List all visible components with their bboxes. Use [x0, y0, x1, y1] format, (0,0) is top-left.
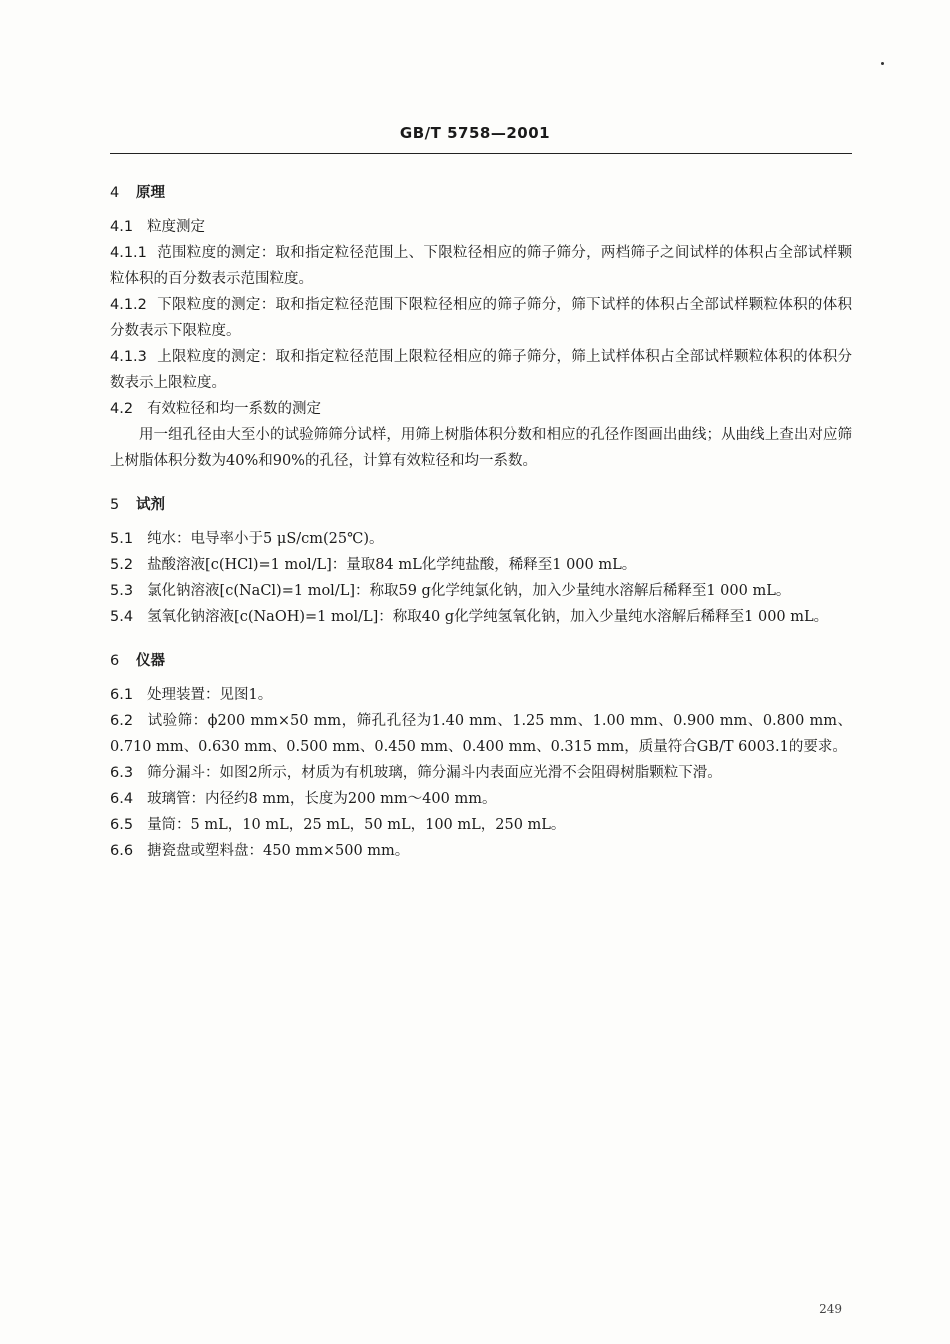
clause-4-1: 4.1 粒度测定 — [110, 219, 206, 235]
section-4-heading: 4 原理 — [110, 185, 165, 201]
page-header: GB/T 5758—2001 — [399, 124, 551, 142]
clause-6-6: 6.6 搪瓷盘或塑料盘：450 mm×500 mm。 — [110, 843, 410, 859]
clause-5-1: 5.1 纯水：电导率小于5 μS/cm(25℃)。 — [110, 531, 384, 547]
clause-6-2: 6.2 试验筛：ϕ200 mm×50 mm，筛孔孔径为1.40 mm、1.25 mm、1.00 mm、0.900 mm、0.800 mm、0.710 mm、0.630 mm、0.500 mm、0.450 mm、0.400 mm、0.315 mm，质量符合GB/T 6003.1的要求。 — [110, 713, 852, 755]
clause-4-2-paragraph: 用一组孔径由大至小的试验筛筛分试样，用筛上树脂体积分数和相应的孔径作图画出曲线；从曲线上查出对应筛上树脂体积分数为40%和90%的孔径，计算有效粒径和均一系数。 — [110, 427, 852, 469]
clause-6-1: 6.1 处理装置：见图1。 — [110, 687, 273, 703]
clause-5-2: 5.2 盐酸溶液[c(HCl)=1 mol/L]：量取84 mL化学纯盐酸，稀释至1 000 mL。 — [110, 557, 637, 573]
page-number: 249 — [819, 1302, 842, 1316]
document-body — [110, 180, 852, 864]
clause-6-5: 6.5 量筒：5 mL，10 mL，25 mL，50 mL，100 mL，250 mL。 — [110, 817, 566, 833]
clause-4-1-3: 4.1.3 上限粒度的测定：取和指定粒径范围上限粒径相应的筛子筛分，筛上试样体积占全部试样颗粒体积的体积分数表示上限粒度。 — [110, 349, 852, 391]
clause-6-4: 6.4 玻璃管：内径约8 mm，长度为200 mm～400 mm。 — [110, 791, 497, 807]
clause-6-3: 6.3 筛分漏斗：如图2所示，材质为有机玻璃，筛分漏斗内表面应光滑不会阻碍树脂颗粒下滑。 — [110, 765, 722, 781]
clause-5-4: 5.4 氢氧化钠溶液[c(NaOH)=1 mol/L]：称取40 g化学纯氢氧化钠，加入少量纯水溶解后稀释至1 000 mL。 — [110, 609, 829, 625]
section-6-heading: 6 仪器 — [110, 653, 165, 669]
scan-speck — [881, 62, 884, 65]
clause-5-3: 5.3 氯化钠溶液[c(NaCl)=1 mol/L]：称取59 g化学纯氯化钠，加入少量纯水溶解后稀释至1 000 mL。 — [110, 583, 791, 599]
clause-4-2: 4.2 有效粒径和均一系数的测定 — [110, 401, 322, 417]
section-5-heading: 5 试剂 — [110, 497, 165, 513]
header-rule — [110, 153, 852, 154]
clause-4-1-1: 4.1.1 范围粒度的测定：取和指定粒径范围上、下限粒径相应的筛子筛分，两档筛子之间试样的体积占全部试样颗粒体积的百分数表示范围粒度。 — [110, 245, 852, 287]
clause-4-1-2: 4.1.2 下限粒度的测定：取和指定粒径范围下限粒径相应的筛子筛分，筛下试样的体积占全部试样颗粒体积的体积分数表示下限粒度。 — [110, 297, 852, 339]
